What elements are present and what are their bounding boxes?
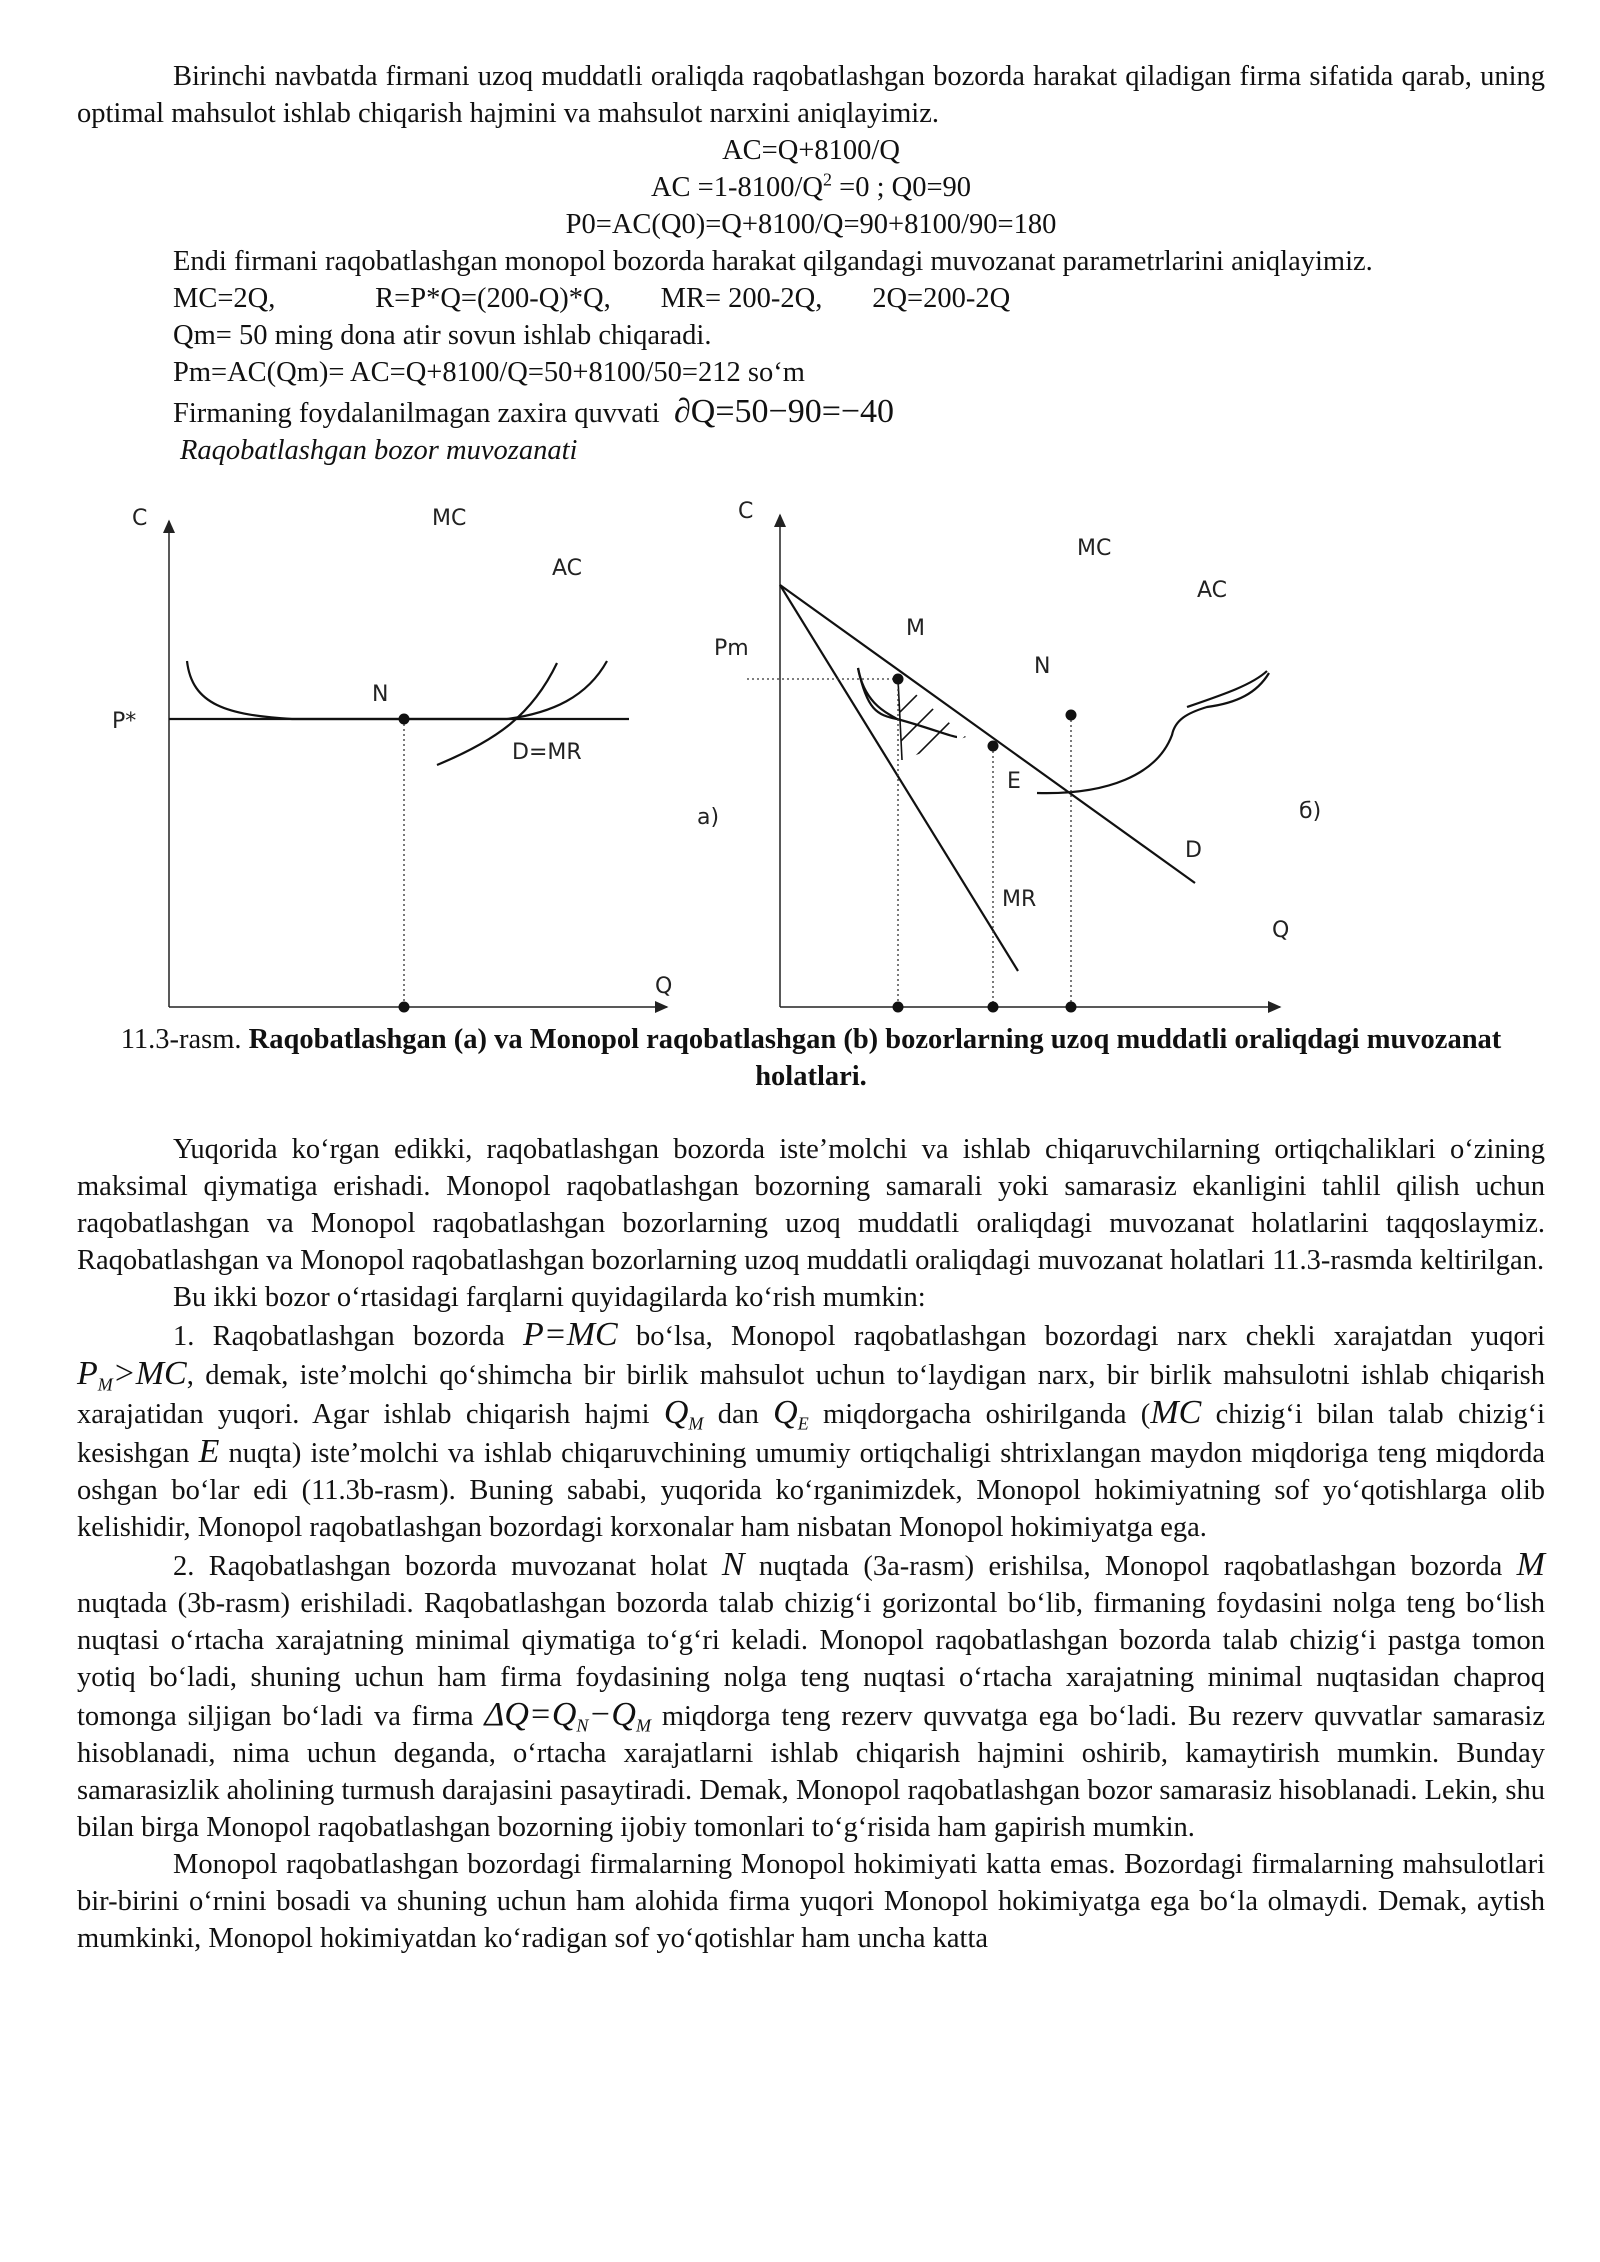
figure-subtitle: Raqobatlashgan bozor muvozanati: [180, 435, 578, 466]
panel-a-label-ac: AC: [552, 556, 583, 581]
panel-a-ac-curve: [187, 661, 607, 719]
equation-p0: P0=AC(Q0)=Q+8100/Q=90+8100/90=180: [565, 209, 1057, 240]
panel-b-ac-curve: [858, 668, 1267, 737]
document-page: [77, 58, 1545, 1957]
panel-b-point-qe: [988, 1002, 999, 1013]
panel-b-label-c: C: [738, 499, 754, 524]
paragraph-differences-intro: Bu ikki bozor o‘rtasidagi farqlarni quyidagilarda ko‘rish mumkin:: [173, 1282, 926, 1313]
panel-a-label-q: Q: [655, 974, 673, 999]
panel-b-point-m: [893, 674, 904, 685]
equation-reserve: Firmaning foydalanilmagan zaxira quvvati ∂Q=50−90=−40: [173, 393, 895, 430]
figure-caption: 11.3-rasm. Raqobatlashgan (a) va Monopol raqobatlashgan (b) bozorlarning uzoq muddatli oraliqdagi muvozanat holatlari.: [120, 1024, 1502, 1092]
panel-b-tag: б): [1299, 799, 1322, 824]
panel-b-label-q: Q: [1272, 918, 1290, 943]
panel-a-point-qstar: [399, 1002, 410, 1013]
paragraph-difference-1: 1. Raqobatlashgan bozorda P=MC bo‘lsa, Monopol raqobatlashgan bozordagi narx chekli xarajatdan yuqori $P_M>MC$, demak, iste’molchi qo‘shimcha bir birlik mahsulot uchun to‘laydigan narx, bir birlik mahsulotni ishlab chiqarish xarajatidan yuqori. Agar ishlab chiqarish hajmi $Q_M$ dan $Q_E$ miqdorgacha oshirilganda (MC chizig‘i bilan talab chizig‘i kesishgan E nuqta) iste’molchi va ishlab chiqaruvchining umumiy ortiqchaligi shtrixlangan maydon miqdoriga teng miqdorda oshgan bo‘lar edi (11.3b-rasm). Buning sababi, yuqorida ko‘rganimizdek, Monopol hokimiyatning sof yo‘qotishlarga olib kelishidir, Monopol raqobatlashgan bozordagi korxonalar ham nisbatan Monopol hokimiyatga ega.: [77, 1316, 1546, 1543]
panel-b-point-qm: [893, 1002, 904, 1013]
panel-a-label-c: C: [132, 506, 148, 531]
panel-a-label-pstar: P*: [112, 709, 137, 734]
panel-b-demand-line: [780, 585, 1195, 883]
panel-b-point-e: [988, 741, 999, 752]
panel-a-tag: a): [697, 805, 720, 830]
figure-svg: [77, 475, 1545, 1021]
panel-a-label-n: N: [372, 682, 389, 707]
paragraph-monopol-params: Endi firmani raqobatlashgan monopol bozorda harakat qilgandagi muvozanat parametrlarini aniqlayimiz.: [173, 246, 1373, 277]
equation-qm: Qm= 50 ming dona atir sovun ishlab chiqaradi.: [173, 320, 712, 351]
panel-a-label-dmr: D=MR: [512, 740, 582, 765]
panel-b-label-e: E: [1007, 769, 1021, 794]
panel-a-point-n: [399, 714, 410, 725]
panel-b: [714, 499, 1321, 1021]
panel-b-label-n: N: [1034, 654, 1051, 679]
panel-b-label-d: D: [1185, 838, 1202, 863]
panel-b-label-ac: AC: [1197, 578, 1228, 603]
paragraph-comparison: Yuqorida ko‘rgan edikki, raqobatlashgan bozorda iste’molchi va ishlab chiqaruvchilarning ortiqchaliklari o‘zining maksimal qiymatiga erishadi. Monopol raqobatlashgan bozorning samarali yoki samarasiz ekanligini tahlil qilish uchun raqobatlashgan va Monopol raqobatlashgan bozorlarning uzoq muddatli oraliqdagi muvozanat holatlarini taqqoslaymiz. Raqobatlashgan va Monopol raqobatlashgan bozorlarning uzoq muddatli oraliqdagi muvozanat holatlari 11.3-rasmda keltirilgan.: [77, 1134, 1545, 1276]
panel-b-point-qn: [1066, 1002, 1077, 1013]
figure-11-3: [77, 475, 1545, 1021]
panel-b-mr-line: [780, 585, 1018, 971]
panel-b-point-n: [1066, 710, 1077, 721]
equation-derivative: AC $=1-8100/Q^2 =0$ ; Q0=90: [650, 169, 972, 203]
panel-a-label-mc: MC: [432, 506, 467, 531]
paragraph-monopol-power: Monopol raqobatlashgan bozordagi firmalarning Monopol hokimiyati katta emas. Bozordagi firmalarning mahsulotlari bir-birini o‘rnini bosadi va shuning uchun ham alohida firma yuqori Monopol hokimiyatga ega bo‘la olmaydi. Demak, aytish mumkinki, Monopol hokimiyatdan ko‘radigan sof yo‘qotishlar ham uncha katta: [77, 1849, 1545, 1954]
equation-ac: AC=Q+8100/Q: [722, 135, 900, 166]
paragraph-intro: Birinchi navbatda firmani uzoq muddatli oraliqda raqobatlashgan bozorda harakat qiladigan firma sifatida qarab, uning optimal mahsulot ishlab chiqarish hajmini va mahsulot narxini aniqlayimiz.: [77, 61, 1545, 129]
panel-a: [112, 506, 719, 1021]
panel-b-label-m: M: [906, 616, 925, 641]
equation-pm: Pm=AC(Qm)= AC=Q+8100/Q=50+8100/50=212 so‘m: [173, 357, 805, 388]
paragraph-difference-2: 2. Raqobatlashgan bozorda muvozanat holat N nuqtada (3a-rasm) erishilsa, Monopol raqobatlashgan bozorda M nuqtada (3b-rasm) erishiladi. Raqobatlashgan bozorda talab chizig‘i gorizontal bo‘lib, firmaning foydasini nolga teng bo‘lish nuqtasi o‘rtacha xarajatning minimal qiymatiga to‘g‘ri keladi. Monopol raqobatlashgan bozorda talab chizig‘i pastga tomon yotiq bo‘ladi, shuning uchun ham firma foydasining nolga teng nuqtasi o‘rtacha xarajatning minimal nuqtasidan chaproq tomonga siljigan bo‘ladi va firma $\Delta Q=Q_N-Q_M$ miqdorga teng rezerv quvvatga ega bo‘ladi. Bu rezerv quvvatlar samarasiz hisoblanadi, nima uchun deganda, o‘rtacha xarajatlarni ishlab chiqarish hajmini oshirib, kamaytirish mumkin. Bunday samarasizlik aholining turmush darajasini pasaytiradi. Demak, Monopol raqobatlashgan bozor samarasiz hisoblanadi. Lekin, shu bilan birga Monopol raqobatlashgan bozorning ijobiy tomonlari to‘g‘risida ham gapirish mumkin.: [77, 1546, 1545, 1843]
panel-b-label-mc: MC: [1077, 536, 1112, 561]
panel-b-label-mr: MR: [1002, 887, 1037, 912]
equation-mc-mr: MC=2Q, R=P*Q=(200-Q)*Q, MR= 200-2Q, 2Q=200-2Q: [173, 283, 1011, 314]
panel-b-label-pm: Pm: [714, 636, 749, 661]
